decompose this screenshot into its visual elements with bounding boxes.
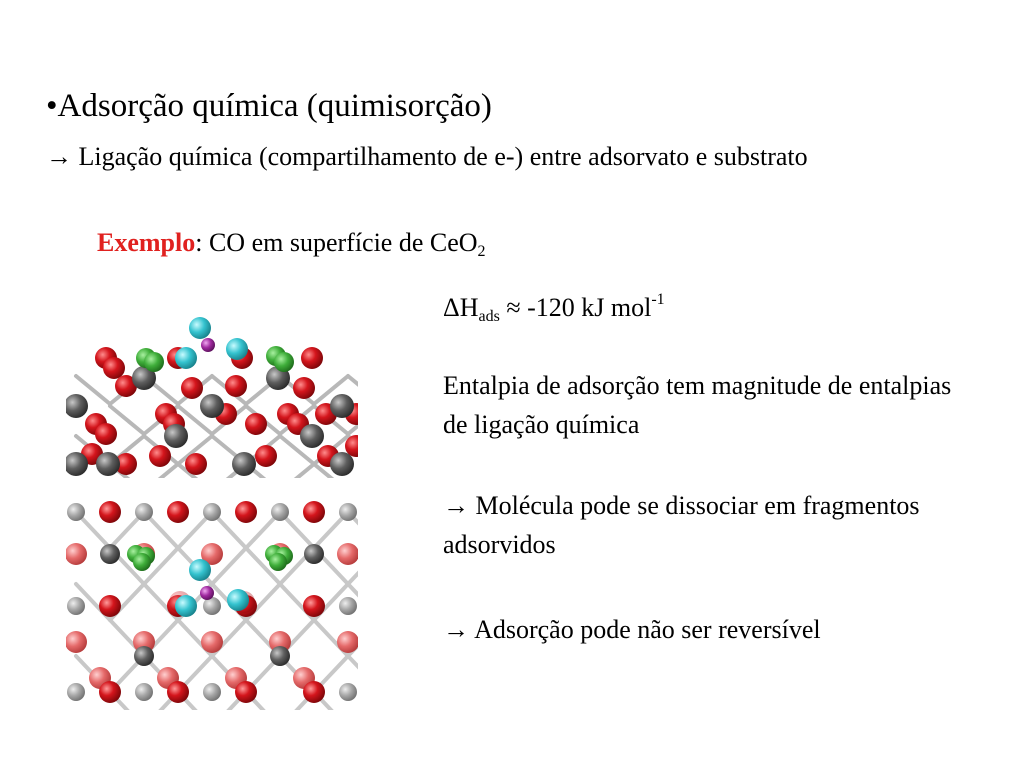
dopant-atom [133,553,151,571]
paragraph-dissociation: → Molécula pode se dissociar em fragmentos adsorvidos [443,491,920,559]
cerium-atom [200,394,224,418]
cerium-atom [67,503,85,521]
oxygen-atom [99,595,121,617]
top-view-model-image [66,500,358,710]
oxygen-atom [235,681,257,703]
cerium-atom [271,503,289,521]
cerium-atom [203,503,221,521]
example-text: : CO em superfície de CeO [195,228,478,257]
side-view-model-image [66,306,358,478]
oxygen-atom [301,347,323,369]
enthalpy-symbol: ΔH [443,293,479,322]
paragraph-reversibility: → Adsorção pode não ser reversível [443,615,821,644]
cerium-atom [67,597,85,615]
example-line [97,226,486,269]
enthalpy-value [443,283,665,334]
cerium-atom [339,503,357,521]
dopant-atom [269,553,287,571]
adsorbate-oxygen-atom [175,595,197,617]
cerium-atom [135,683,153,701]
oxygen-atom [95,423,117,445]
cerium-atom [232,452,256,476]
adsorbate-oxygen-atom [189,559,211,581]
cerium-atom [100,544,120,564]
subtitle-text: → Ligação química (compartilhamento de e-) entre adsorvato e substrato [46,142,808,171]
oxygen-atom [167,501,189,523]
oxygen-atom [103,357,125,379]
paragraph-enthalpy: Entalpia de adsorção tem magnitude de entalpias de ligação química [443,371,952,439]
oxygen-atom [235,501,257,523]
oxygen-atom [303,595,325,617]
oxygen-atom [303,681,325,703]
adsorbate-oxygen-atom [175,347,197,369]
cerium-atom [203,683,221,701]
cerium-atom [270,646,290,666]
cerium-atom [96,452,120,476]
cerium-atom [339,683,357,701]
cerium-atom [304,544,324,564]
oxygen-atom [66,631,87,653]
oxygen-atom [149,445,171,467]
cerium-atom [339,597,357,615]
adsorbate-oxygen-atom [226,338,248,360]
enthalpy-exponent: -1 [651,291,665,308]
oxygen-atom [337,543,358,565]
enthalpy-number: ≈ -120 kJ mol [499,293,652,322]
carbon-atom [200,586,214,600]
cerium-atom [164,424,188,448]
oxygen-atom [225,375,247,397]
oxygen-atom [303,501,325,523]
cerium-atom [300,424,324,448]
enthalpy-subscript: ads [478,308,500,325]
oxygen-atom [255,445,277,467]
oxygen-atom [181,377,203,399]
oxygen-atom [185,453,207,475]
dopant-atom [274,352,294,372]
dopant-atom [144,352,164,372]
example-subscript: 2 [477,243,486,260]
oxygen-atom [245,413,267,435]
oxygen-atom [167,681,189,703]
oxygen-atom [201,631,223,653]
adsorbate-oxygen-atom [189,317,211,339]
cerium-atom [135,503,153,521]
oxygen-atom [99,501,121,523]
cerium-atom [330,394,354,418]
cerium-atom [66,394,88,418]
carbon-atom [201,338,215,352]
bond-line [280,464,314,478]
cerium-atom [67,683,85,701]
oxygen-atom [99,681,121,703]
slide-title: •Adsorção química (quimisorção) [46,88,492,124]
cerium-atom [330,452,354,476]
adsorbate-oxygen-atom [227,589,249,611]
oxygen-atom [66,543,87,565]
oxygen-atom [337,631,358,653]
oxygen-atom [293,377,315,399]
cerium-atom [134,646,154,666]
example-label: Exemplo [97,228,196,257]
